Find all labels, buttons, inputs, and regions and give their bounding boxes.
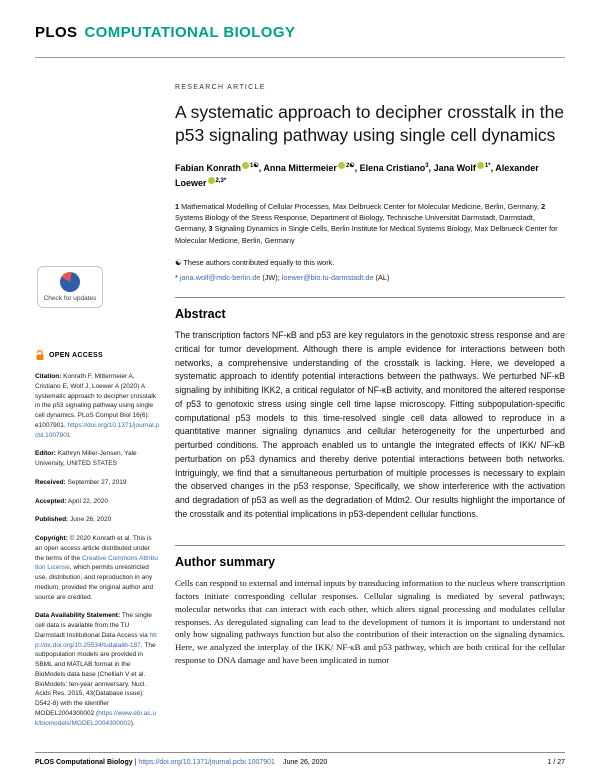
author-name: Fabian Konrath <box>175 163 242 174</box>
author-separator: , <box>490 163 496 174</box>
email-link-loewer[interactable]: loewer@bio.tu-darmstadt.de <box>281 272 374 282</box>
author-summary-section <box>175 555 565 666</box>
footer-journal-name: PLOS Computational Biology <box>35 759 133 766</box>
copyright-label: Copyright: <box>35 535 68 543</box>
data-availability-text-1: The single cell data is available from the TU Darmstadt Institutional Data Access via <box>35 612 152 639</box>
author-name: Jana Wolf <box>433 163 476 174</box>
author-summary-divider <box>175 545 565 546</box>
accepted-label: Accepted: <box>35 497 67 505</box>
page-columns <box>35 58 565 737</box>
author-affiliation-marker: 1* <box>484 163 491 170</box>
editor-text: Kathryn Miller-Jensen, Yale University, UNITED STATES <box>35 450 137 468</box>
affiliation-text: Systems Biology of the Stress Response, Department of Biology, Technische Universität Darmstadt, Darmstadt, Germany, <box>175 213 535 234</box>
published-label: Published: <box>35 516 69 524</box>
open-access-row <box>35 350 159 362</box>
email-link-wolf[interactable]: jana.wolf@mdc-berlin.de <box>179 272 261 282</box>
orcid-icon[interactable] <box>338 162 345 169</box>
check-for-updates-label: Check for updates <box>43 295 97 302</box>
author-name: Elena Cristiano <box>359 163 426 174</box>
article-main <box>175 58 565 737</box>
author-summary-heading: Author summary <box>175 555 276 570</box>
crossmark-icon <box>60 272 80 292</box>
citation-label: Citation: <box>35 373 62 381</box>
footer-doi-link[interactable]: https://doi.org/10.1371/journal.pcbi.1007901 <box>138 759 275 766</box>
orcid-icon[interactable] <box>477 162 484 169</box>
orcid-icon[interactable] <box>242 162 249 169</box>
citation-block <box>35 372 159 440</box>
copyright-text-1: © 2020 Konrath et al. This is an open access article distributed under the terms of the <box>35 535 152 562</box>
affiliation-number: 2 <box>541 201 546 211</box>
article-title: A systematic approach to decipher crosstalk in the p53 signaling pathway using single cell dynamics <box>175 102 565 146</box>
abstract-divider <box>175 297 565 298</box>
affiliation-number: 1 <box>175 201 180 211</box>
editor-label: Editor: <box>35 450 56 458</box>
received-block <box>35 478 159 488</box>
abstract-section <box>175 307 565 521</box>
page-number: 1 / 27 <box>547 759 565 766</box>
correspondence-note <box>175 272 565 284</box>
citation-text: Konrath F, Mittermeier A, Cristiano E, Wolf J, Loewer A (2020) A systematic approach to decipher crosstalk in the p53 signaling pathway using single cell dynamics. PLoS Comput Biol 16(6): e1007901. <box>35 373 157 429</box>
correspondence-prefix: * <box>175 272 180 282</box>
author-list <box>175 161 565 192</box>
correspondence-mid: (JW); <box>260 272 282 282</box>
copyright-block <box>35 534 159 602</box>
published-block <box>35 515 159 525</box>
plos-logo: PLOS <box>35 24 78 41</box>
author-summary-text: Cells can respond to external and internal inputs by transducing information to the nucleus where transcription factors initiate corresponding cellular responses. Cellular signaling is mediated by several pathways; molecular networks that can interact with each other, which alters signal processing and modulates cellular responses. As deregulated signaling can lead to the development of tumors it is important to understand not only how signaling pathways function but also the contribution of their interaction on the signaling dynamics. Here, we analyzed the interplay of the IKK/ NF-κB and p53 pathway, which are both critical for the cellular response to DNA damage and have been implicated in tumor <box>175 578 565 665</box>
correspondence-end: (AL) <box>373 272 390 282</box>
check-for-updates-badge[interactable] <box>37 266 103 308</box>
author-separator: , <box>354 163 360 174</box>
footer-separator: | <box>132 759 139 766</box>
affiliations <box>175 201 565 246</box>
copyright-text-2: , which permits unrestricted use, distribution, and reproduction in any medium, provided the original author and source are credited. <box>35 564 154 601</box>
accepted-block <box>35 497 159 507</box>
published-date: June 26, 2020 <box>68 516 112 524</box>
tudatalib-link[interactable]: http://dx.doi.org/10.25534/tudatalib-187 <box>35 631 157 649</box>
abstract-heading: Abstract <box>175 307 226 322</box>
author-affiliation-marker: 2☯ <box>345 163 355 170</box>
editor-block <box>35 449 159 469</box>
open-lock-icon <box>35 350 45 362</box>
author-affiliation-marker: 1☯ <box>250 163 259 170</box>
affiliation-number: 3 <box>208 224 213 234</box>
open-access-label: OPEN ACCESS <box>49 351 103 359</box>
page-footer <box>35 752 565 766</box>
received-label: Received: <box>35 478 66 486</box>
biomodels-link[interactable]: https://www.ebi.ac.uk/biomodels/MODEL2004300002 <box>35 709 157 727</box>
footer-date: June 26, 2020 <box>282 759 328 766</box>
article-type-label: RESEARCH ARTICLE <box>175 84 266 91</box>
orcid-icon[interactable] <box>208 177 215 184</box>
author-name: Alexander Loewer <box>175 163 539 189</box>
journal-header <box>35 24 295 41</box>
accepted-date: April 22, 2020 <box>66 497 108 505</box>
journal-name: COMPUTATIONAL BIOLOGY <box>84 24 296 41</box>
author-affiliation-marker: 2,3* <box>215 178 227 185</box>
footer-left <box>35 759 327 766</box>
data-availability-text-3: ). <box>130 719 135 727</box>
data-availability-label: Data Availability Statement: <box>35 612 121 620</box>
affiliation-text: Signaling Dynamics in Single Cells, Berlin Institute for Medical Systems Biology, Max Delbrueck Center for Molecular Medicine, Berlin, Germany <box>175 224 558 245</box>
author-affiliation-marker: 3 <box>425 163 429 170</box>
author-separator: , <box>258 163 264 174</box>
equal-contribution-note: ☯ These authors contributed equally to this work. <box>175 257 335 267</box>
data-availability-text-2: . The subpopulation models are provided in SBML and MATLAB format in the BioModels data base (Chelliah V et al. BioModels: ten-year anniversary. Nucl. Acids Res. 2015, 43(Database issue): D542-8) with the identifier MODEL2004300002 ( <box>35 641 156 717</box>
received-date: September 27, 2019 <box>65 478 127 486</box>
author-separator: , <box>428 163 434 174</box>
author-name: Anna Mittermeier <box>263 163 337 174</box>
affiliation-text: Mathematical Modelling of Cellular Processes, Max Delbrueck Center for Molecular Medicine, Berlin, Germany, <box>179 201 542 211</box>
cc-license-link[interactable]: Creative Commons Attribution License <box>35 554 158 572</box>
data-availability-block <box>35 611 159 728</box>
metadata-sidebar <box>35 58 175 737</box>
citation-doi-link[interactable]: https://doi.org/10.1371/journal.pcbi.1007901 <box>35 421 159 439</box>
abstract-text: The transcription factors NF-κB and p53 are key regulators in the genotoxic stress response and are critical for tumor development. Although there is ample evidence for interactions between both networks, a comprehensive understanding of the crosstalk is lacking. Here, we developed a systematic approach to identify potential interactions between the pathways. We perturbed NF-κB signaling by inhibiting IKK2, a critical regulator of NF-κB activity, and monitored the altered response of p53 to genotoxic stress using single cell time lapse microscopy. Fitting subpopulation-specific computational p53 models to this time-resolved single cell data allowed to reproduce in a quantitative manner signaling dynamics and cellular heterogeneity for the unperturbed and perturbed conditions. The approach enabled us to untangle the integrated effects of IKK/ NF-κB perturbation on p53 dynamics and thereby derive potential interactions between both networks. Intriguingly, we find that a simultaneous perturbation of multiple processes is necessary to explain the observed changes in the p53 response. Specifically, we show interference with the activation and degradation of p53 as well as the degradation of Mdm2. Our results highlight the importance of the crosstalk and its potential implications in p53-dependent cellular functions. <box>175 330 565 519</box>
